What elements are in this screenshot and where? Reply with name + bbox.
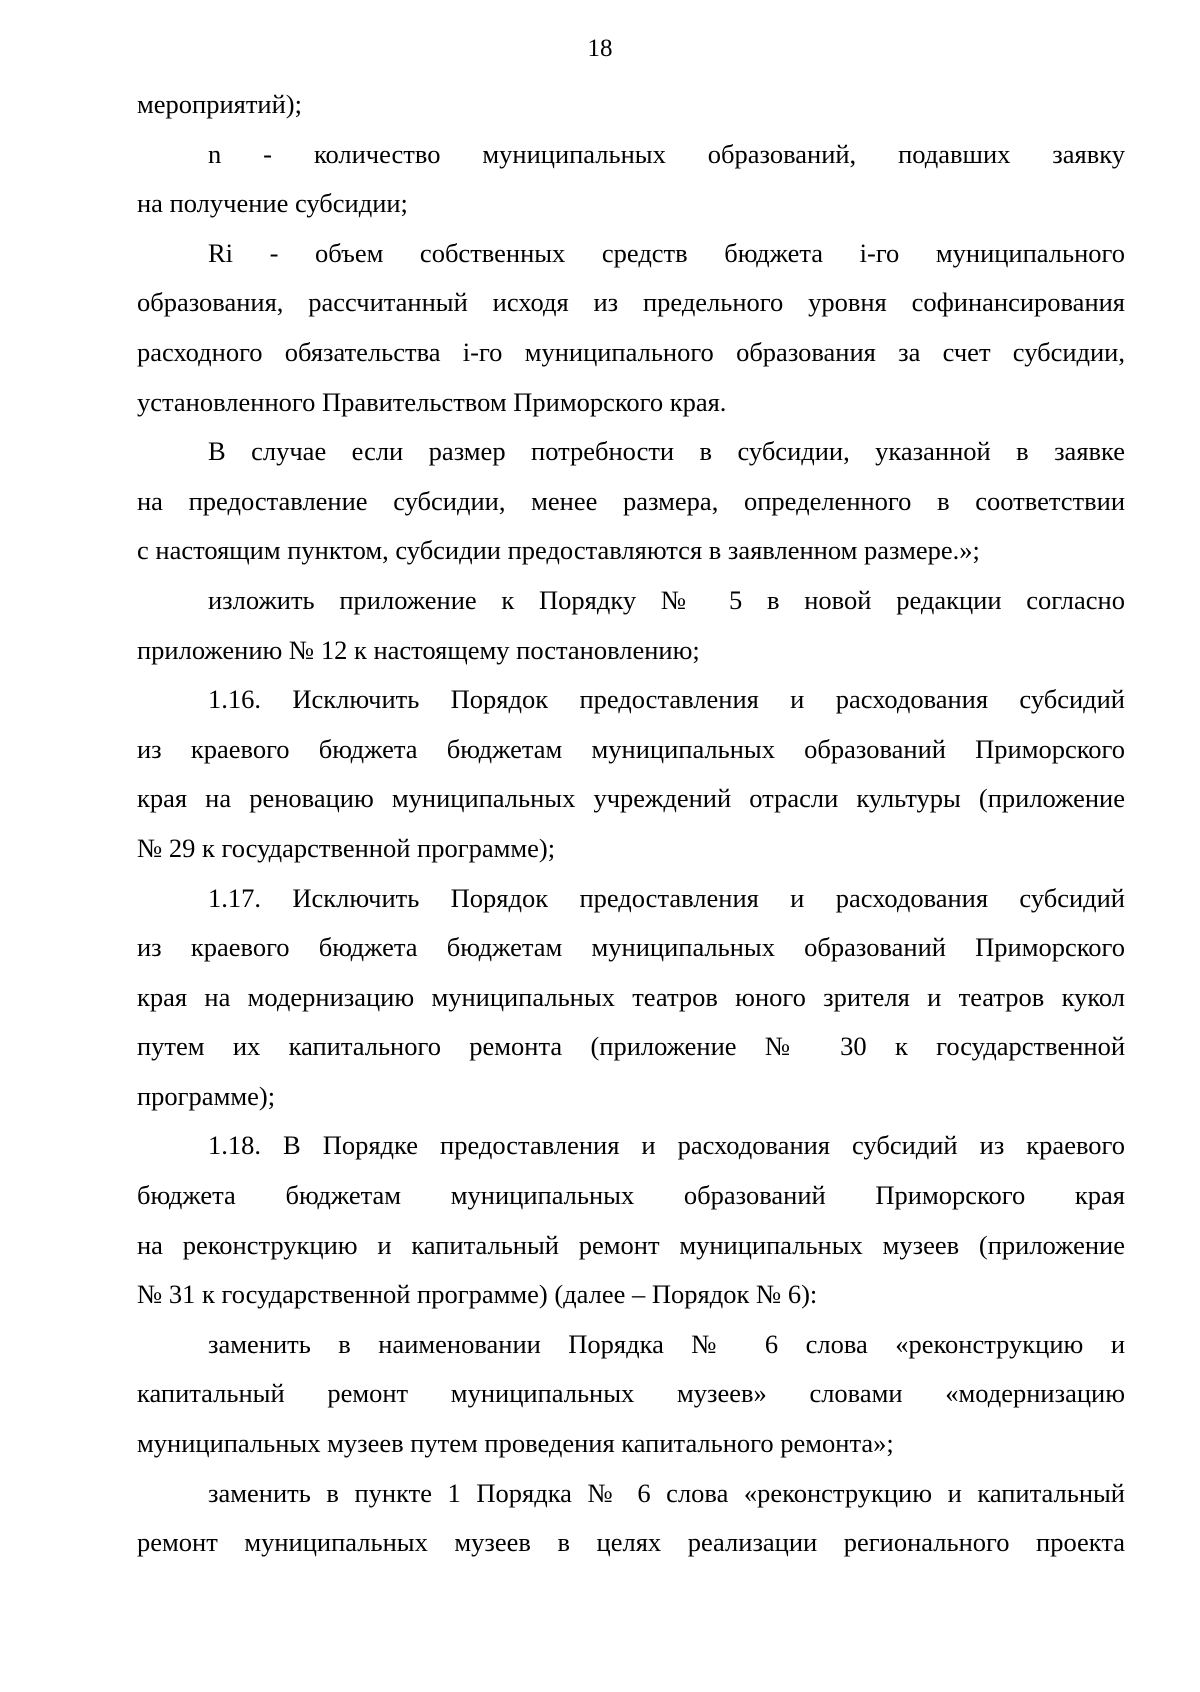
text-line: В случае если размер потребности в субсидии, указанной в заявке [208,436,1125,467]
text-line: на получение субсидии; [137,188,408,219]
paragraph-continuation [137,80,1125,130]
paragraph-replace-point-1 [137,1469,1125,1568]
text-line: n - количество муниципальных образований, подавших заявку [208,138,1125,169]
text-line: муниципальных музеев путем проведения капитального ремонта»; [137,1428,894,1459]
paragraph-subsidy-case [137,427,1125,576]
text-line: 1.18. В Порядке предоставления и расходования субсидий из краевого [208,1130,1125,1161]
text-line: мероприятий); [137,89,302,119]
paragraph-item-1-17 [137,874,1125,1122]
paragraph-ri-definition [137,229,1125,427]
text-line: из краевого бюджета бюджетам муниципальных образований Приморского [137,733,1125,764]
text-line: № 31 к государственной программе) (далее – Порядок № 6): [137,1279,818,1310]
text-line: образования, рассчитанный исходя из предельного уровня софинансирования [137,287,1125,318]
text-line: бюджета бюджетам муниципальных образований Приморского края [137,1180,1125,1211]
text-line: из краевого бюджета бюджетам муниципальных образований Приморского [137,932,1125,963]
text-line: путем их капитального ремонта (приложение № 30 к государственной [137,1031,1125,1062]
text-line: изложить приложение к Порядку № 5 в новой редакции согласно [208,584,1125,615]
text-line: заменить в пункте 1 Порядка № 6 слова «реконструкцию и капитальный [208,1477,1125,1508]
text-line: расходного обязательства i-го муниципального образования за счет субсидии, [137,336,1125,367]
paragraph-replace-title [137,1320,1125,1469]
page-number: 18 [587,35,613,62]
text-line: с настоящим пунктом, субсидии предоставляются в заявленном размере.»; [137,535,980,566]
text-line: края на модернизацию муниципальных театров юного зрителя и театров кукол [137,981,1125,1012]
text-line: заменить в наименовании Порядка № 6 слова «реконструкцию и [208,1328,1125,1359]
text-line: ремонт муниципальных музеев в целях реализации регионального проекта [137,1527,1125,1558]
text-line: на предоставление субсидии, менее размера, определенного в соответствии [137,485,1125,516]
paragraph-appendix-5 [137,576,1125,675]
paragraph-n-definition [137,130,1125,229]
paragraph-item-1-16 [137,675,1125,873]
text-line: установленного Правительством Приморского края. [137,386,727,417]
text-line: на реконструкцию и капитальный ремонт муниципальных музеев (приложение [137,1229,1125,1260]
text-line: № 29 к государственной программе); [137,832,556,863]
text-line: 1.17. Исключить Порядок предоставления и расходования субсидий [208,882,1125,913]
text-line: капитальный ремонт муниципальных музеев» словами «модернизацию [137,1378,1125,1409]
document-body [137,80,1125,1568]
text-line: края на реновацию муниципальных учреждений отрасли культуры (приложение [137,783,1125,814]
paragraph-item-1-18 [137,1121,1125,1319]
text-line: 1.16. Исключить Порядок предоставления и расходования субсидий [208,684,1125,715]
text-line: приложению № 12 к настоящему постановлению; [137,634,700,665]
text-line: Ri - объем собственных средств бюджета i-го муниципального [208,237,1125,268]
text-line: программе); [137,1080,276,1111]
